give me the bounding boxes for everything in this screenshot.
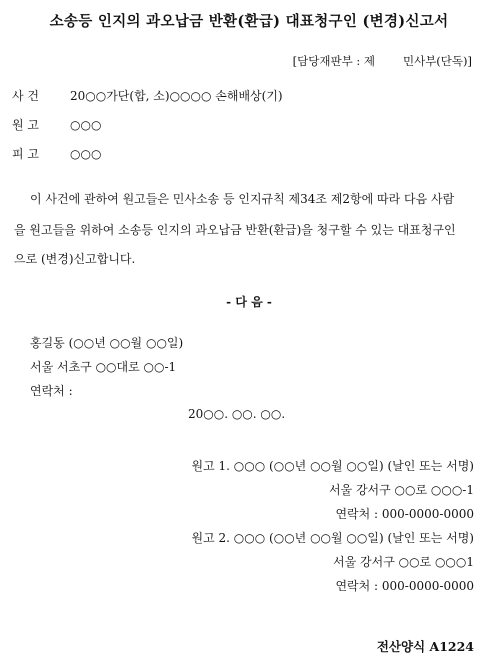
body-line-3: 으로 (변경)신고합니다. (14, 252, 136, 266)
department-field (293, 53, 472, 69)
signer-1-address: 서울 강서구 ○○로 ○○○-1 (328, 483, 474, 497)
case-row (12, 87, 283, 104)
department-value: 민사부(단독)] (402, 54, 472, 68)
signer-1-contact: 연락처 : 000-0000-0000 (335, 507, 474, 521)
signer-2-name: 원고 2. ○○○ (○○년 ○○월 ○○일) (날인 또는 서명) (191, 531, 474, 545)
body-line-2: 을 원고들을 위하여 소송등 인지의 과오납금 반환(환급)을 청구할 수 있는 대표청구인 (14, 223, 456, 237)
body-line-1: 이 사건에 관하여 원고들은 민사소송 등 인지규칙 제34조 제2항에 따라 다음 사람 (30, 192, 455, 206)
defendant-row (12, 145, 101, 162)
signer-1-name: 원고 1. ○○○ (○○년 ○○월 ○○일) (날인 또는 서명) (191, 459, 474, 473)
section-heading: - 다 음 - (226, 295, 272, 309)
signer-2-contact: 연락처 : 000-0000-0000 (335, 579, 474, 593)
department-label: [담당재판부 : 제 (292, 54, 375, 68)
document-date: 20○○. ○○. ○○. (188, 407, 286, 421)
signer-2-address: 서울 강서구 ○○로 ○○○1 (333, 555, 474, 569)
case-label: 사 건 (12, 89, 39, 103)
representative-address: 서울 서초구 ○○대로 ○○-1 (30, 360, 177, 374)
representative-name: 홍길동 (○○년 ○○월 ○○일) (30, 336, 184, 350)
representative-contact-label: 연락처 : (30, 384, 73, 398)
case-value: 20○○가단(합, 소)○○○○ 손해배상(기) (70, 89, 283, 103)
defendant-value: ○○○ (70, 147, 102, 161)
plaintiff-value: ○○○ (70, 118, 102, 132)
defendant-label: 피 고 (12, 147, 39, 161)
document-title: 소송등 인지의 과오납금 반환(환급) 대표청구인 (변경)신고서 (49, 13, 449, 30)
form-number: 전산양식 A1224 (376, 639, 474, 654)
plaintiff-row (12, 116, 101, 133)
plaintiff-label: 원 고 (12, 118, 39, 132)
